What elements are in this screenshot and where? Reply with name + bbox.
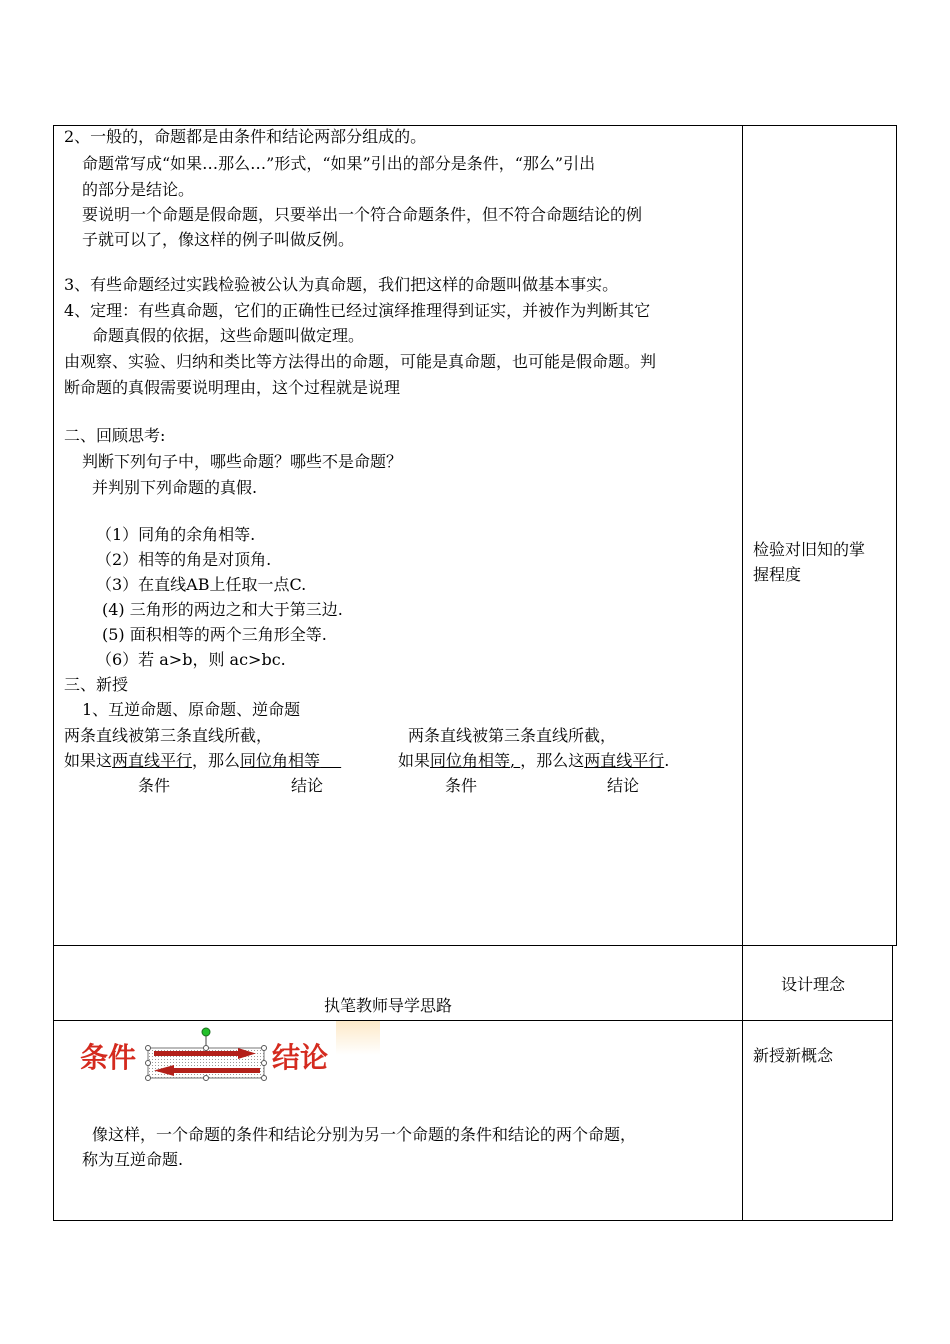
definition-text: 称为互逆命题. (82, 1150, 184, 1169)
condition-text: 两直线平行 (112, 751, 193, 770)
list-item: （2）相等的角是对顶角. (96, 550, 272, 569)
conclusion-text: 同位角相等 (240, 751, 321, 770)
text-line: 要说明一个命题是假命题，只要举出一个符合命题条件，但不符合命题结论的例 (82, 205, 643, 224)
text-line: 命题常写成“如果…那么…”形式，“如果”引出的部分是条件，“那么”引出 (82, 154, 596, 173)
graphic-condition: 条件 (80, 1041, 137, 1074)
list-item: （6）若 a>b，则 ac>bc. (96, 650, 286, 669)
conclusion-text: 两直线平行 (584, 751, 665, 770)
text-line: 两条直线被第三条直线所截， (64, 726, 273, 745)
text: . (664, 751, 670, 770)
label: 条件 (138, 776, 171, 795)
table-bottom-border (53, 1220, 893, 1221)
text-line: 2、一般的，命题都是由条件和结论两部分组成的。 (64, 127, 427, 146)
text-line: 并判别下列命题的真假. (92, 478, 258, 497)
text-line: 1、互逆命题、原命题、逆命题 (82, 700, 301, 719)
text-line: 命题真假的依据，这些命题叫做定理。 (92, 326, 365, 345)
column-header: 执笔教师导学思路 (324, 996, 453, 1015)
table-left-border (53, 125, 54, 1220)
table-top-border (53, 125, 897, 126)
column-header: 设计理念 (781, 975, 846, 994)
text: ，那么这 (520, 751, 585, 770)
list-item: (4) 三角形的两边之和大于第三边. (102, 600, 343, 619)
text-line: 由观察、实验、归纳和类比等方法得出的命题，可能是真命题，也可能是假命题。判 (64, 352, 657, 371)
side-note: 握程度 (753, 565, 802, 584)
row-divider-2 (53, 1020, 893, 1021)
condition-text: 同位角相等 (430, 751, 511, 770)
side-note: 检验对旧知的掌 (753, 540, 866, 559)
text-line: 两条直线被第三条直线所截， (408, 726, 617, 745)
section-title: 二、回顾思考: (64, 426, 166, 445)
list-item: (5) 面积相等的两个三角形全等. (102, 625, 327, 644)
label: 结论 (291, 776, 324, 795)
text: 如果 (398, 751, 431, 770)
text-line: 断命题的真假需要说明理由，这个过程就是说理 (64, 378, 401, 397)
example-sentence (64, 751, 341, 771)
list-item: （1）同角的余角相等. (96, 525, 256, 544)
decorative-shadow (336, 1021, 380, 1055)
text: ，那么 (192, 751, 241, 770)
text-line: 的部分是结论。 (82, 180, 195, 199)
list-item: （3）在直线AB上任取一点C. (96, 575, 307, 594)
row-divider-1 (53, 945, 897, 946)
graphic-conclusion: 结论 (272, 1041, 329, 1074)
text-line: 3、有些命题经过实践检验被公认为真命题，我们把这样的命题叫做基本事实。 (64, 275, 619, 294)
column-divider-top (742, 125, 743, 945)
table-right-border-bottom (892, 945, 893, 1220)
definition-text: 像这样，一个命题的条件和结论分别为另一个命题的条件和结论的两个命题， (92, 1125, 637, 1144)
text-line: 子就可以了，像这样的例子叫做反例。 (82, 230, 355, 249)
text-line: 4、定理：有些真命题，它们的正确性已经过演绎推理得到证实，并被作为判断其它 (64, 301, 651, 320)
example-sentence: 如果同位角相等, ，那么这两直线平行. (398, 751, 670, 770)
side-note: 新授新概念 (753, 1046, 834, 1065)
section-title: 三、新授 (64, 675, 129, 694)
label: 结论 (607, 776, 640, 795)
label: 条件 (445, 776, 478, 795)
text-line: 判断下列句子中，哪些命题？哪些不是命题？ (82, 452, 403, 471)
column-divider-bottom (742, 945, 743, 1220)
double-arrow-icon (140, 1026, 272, 1084)
text: 如果这 (64, 751, 113, 770)
table-right-border-top (896, 125, 897, 945)
